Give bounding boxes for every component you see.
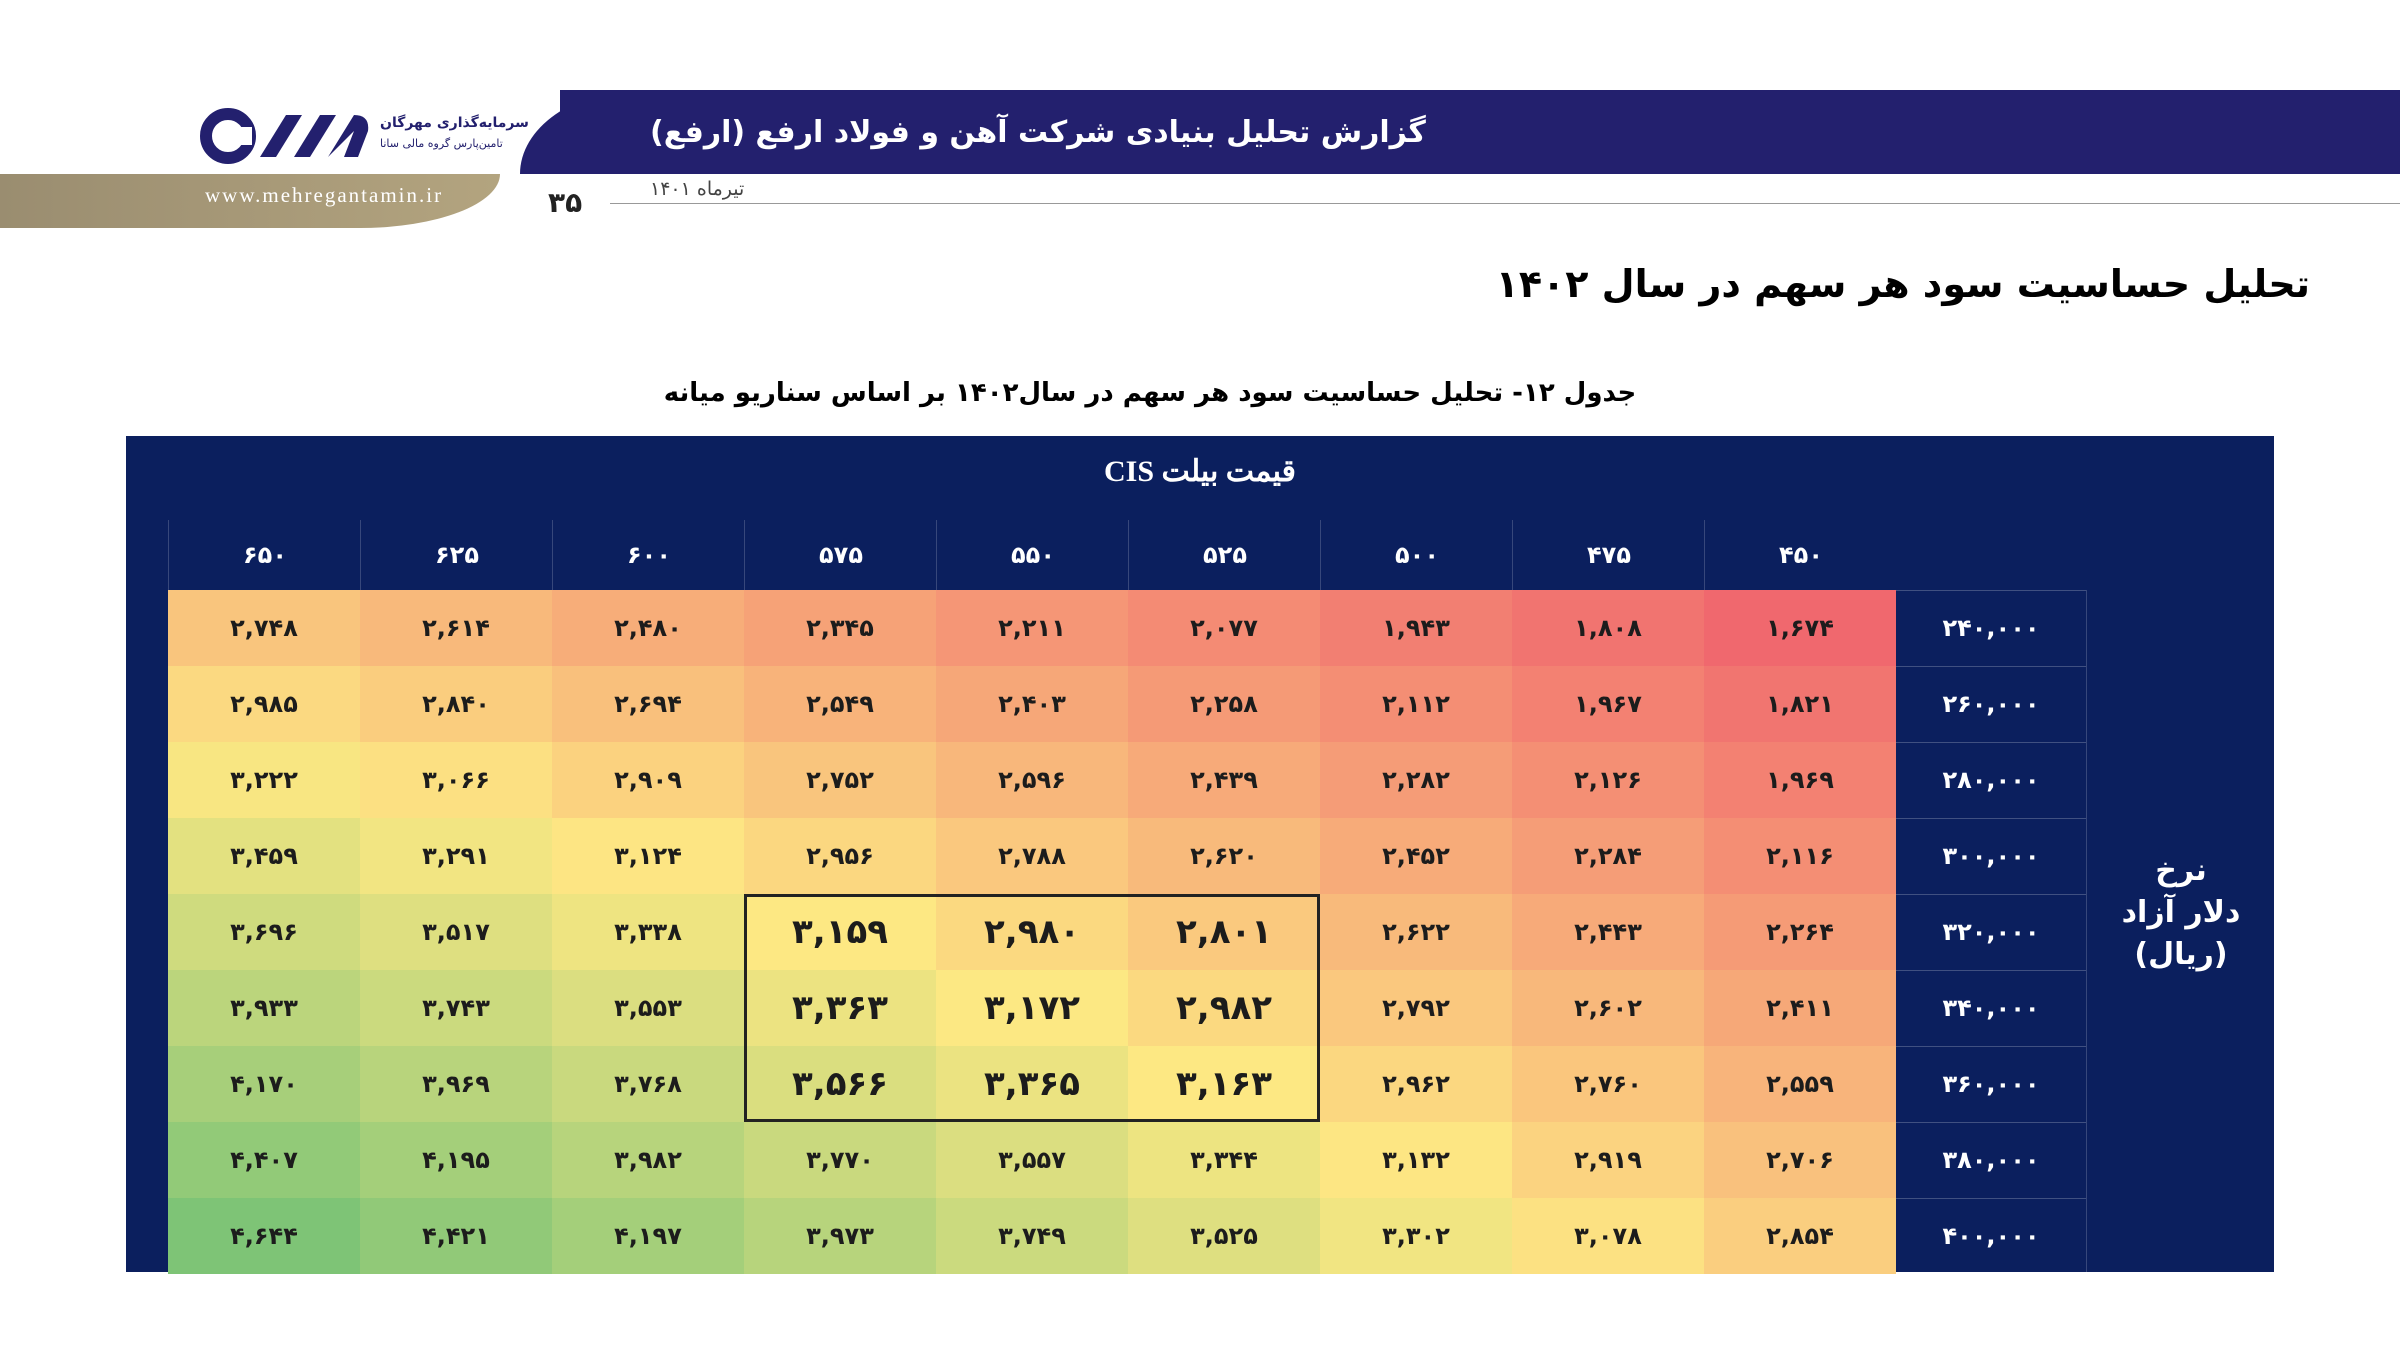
table-cell: ۳,۰۷۸ [1512,1198,1704,1274]
table-cell: ۳,۳۴۴ [1128,1122,1320,1198]
highlighted-cell: ۳,۳۶۵ [936,1046,1128,1122]
table-cell: ۳,۱۳۲ [1320,1122,1512,1198]
highlighted-cell: ۳,۱۶۳ [1128,1046,1320,1122]
table-cell: ۴,۴۰۷ [168,1122,360,1198]
column-header: ۵۲۵ [1128,520,1321,590]
table-cell: ۲,۱۱۲ [1320,666,1512,742]
table-cell: ۲,۲۱۱ [936,590,1128,666]
table-cell: ۲,۷۶۰ [1512,1046,1704,1122]
highlighted-cell: ۲,۸۰۱ [1128,894,1320,970]
table-cell: ۳,۵۵۳ [552,970,744,1046]
column-header: ۴۵۰ [1704,520,1897,590]
table-cell: ۲,۴۸۰ [552,590,744,666]
table-cell: ۲,۵۵۹ [1704,1046,1896,1122]
table-cell: ۲,۷۸۸ [936,818,1128,894]
company-logo [198,105,538,167]
table-cell: ۲,۹۶۲ [1320,1046,1512,1122]
table-cell: ۲,۹۱۹ [1512,1122,1704,1198]
row-group-label [2086,590,2275,1272]
table-cell: ۱,۸۲۱ [1704,666,1896,742]
table-cell: ۲,۶۰۲ [1512,970,1704,1046]
column-header: ۴۷۵ [1512,520,1705,590]
column-header: ۶۲۵ [360,520,553,590]
table-cell: ۴,۱۹۷ [552,1198,744,1274]
table-cell: ۳,۰۶۶ [360,742,552,818]
table-cell: ۲,۸۴۰ [360,666,552,742]
table-cell: ۲,۷۵۲ [744,742,936,818]
table-cell: ۲,۲۵۸ [1128,666,1320,742]
header-divider [610,203,2400,204]
table-cell: ۲,۴۰۳ [936,666,1128,742]
column-header: ۶۰۰ [552,520,745,590]
table-cell: ۳,۶۹۶ [168,894,360,970]
column-header: ۶۵۰ [168,520,361,590]
logo-name: سرمایه‌گذاری مهرگان [380,115,529,131]
table-cell: ۲,۷۴۸ [168,590,360,666]
row-header: ۲۶۰,۰۰۰ [1896,666,2086,741]
highlighted-cell: ۲,۹۸۰ [936,894,1128,970]
row-header: ۲۴۰,۰۰۰ [1896,590,2086,665]
table-cell: ۴,۱۷۰ [168,1046,360,1122]
table-cell: ۲,۶۲۲ [1320,894,1512,970]
row-header: ۳۲۰,۰۰۰ [1896,894,2086,969]
table-cell: ۲,۴۳۹ [1128,742,1320,818]
table-cell: ۲,۲۸۴ [1512,818,1704,894]
table-cell: ۲,۹۸۵ [168,666,360,742]
row-group-title [2087,850,2275,976]
table-cell: ۳,۷۶۸ [552,1046,744,1122]
table-cell: ۳,۵۵۷ [936,1122,1128,1198]
table-cell: ۳,۷۷۰ [744,1122,936,1198]
table-cell: ۳,۳۳۸ [552,894,744,970]
table-cell: ۲,۶۱۴ [360,590,552,666]
column-header: ۵۵۰ [936,520,1129,590]
table-cell: ۲,۵۹۶ [936,742,1128,818]
table-cell: ۱,۹۶۷ [1512,666,1704,742]
column-header: ۵۰۰ [1320,520,1513,590]
table-cell: ۲,۱۱۶ [1704,818,1896,894]
row-header: ۳۸۰,۰۰۰ [1896,1122,2086,1197]
report-title: گزارش تحلیل بنیادی شرکت آهن و فولاد ارفع (ارفع) [650,115,1426,150]
table-cell: ۳,۴۵۹ [168,818,360,894]
section-title: تحلیل حساسیت سود هر سهم در سال ۱۴۰۲ [1495,262,2310,306]
row-group-title-line: نرخ [2155,853,2207,888]
highlighted-cell: ۳,۱۵۹ [744,894,936,970]
table-cell: ۱,۸۰۸ [1512,590,1704,666]
table-cell: ۲,۴۴۳ [1512,894,1704,970]
row-group-title-line: (ریال) [2134,937,2228,972]
table-cell: ۲,۳۴۵ [744,590,936,666]
table-caption: جدول ۱۲- تحلیل حساسیت سود هر سهم در سال۱۴۰۲ بر اساس سناریو میانه [663,378,1637,408]
table-cell: ۲,۰۷۷ [1128,590,1320,666]
row-header: ۴۰۰,۰۰۰ [1896,1198,2086,1273]
row-header: ۳۰۰,۰۰۰ [1896,818,2086,893]
table-cell: ۳,۷۴۹ [936,1198,1128,1274]
table-cell: ۲,۹۵۶ [744,818,936,894]
table-cell: ۱,۹۴۳ [1320,590,1512,666]
row-header: ۳۴۰,۰۰۰ [1896,970,2086,1045]
column-header: ۵۷۵ [744,520,937,590]
table-cell: ۳,۹۷۳ [744,1198,936,1274]
table-cell: ۲,۶۲۰ [1128,818,1320,894]
table-cell: ۲,۴۱۱ [1704,970,1896,1046]
sensitivity-table [126,436,2274,1272]
highlighted-cell: ۲,۹۸۲ [1128,970,1320,1046]
table-cell: ۲,۷۹۲ [1320,970,1512,1046]
table-cell: ۳,۳۰۲ [1320,1198,1512,1274]
table-cell: ۳,۹۳۳ [168,970,360,1046]
column-group-title: قیمت بیلت CIS [1103,455,1297,488]
table-cell: ۲,۴۵۲ [1320,818,1512,894]
table-cell: ۴,۶۴۴ [168,1198,360,1274]
table-cell: ۳,۲۲۲ [168,742,360,818]
table-cell: ۳,۱۲۴ [552,818,744,894]
table-cell: ۱,۹۶۹ [1704,742,1896,818]
table-cell: ۲,۱۲۶ [1512,742,1704,818]
highlighted-cell: ۳,۳۶۳ [744,970,936,1046]
report-date: تیرماه ۱۴۰۱ [650,178,745,200]
table-cell: ۴,۴۲۱ [360,1198,552,1274]
table-cell: ۳,۵۲۵ [1128,1198,1320,1274]
page-number: ۳۵ [548,186,583,219]
table-cell: ۲,۸۵۴ [1704,1198,1896,1274]
table-cell: ۲,۲۸۲ [1320,742,1512,818]
table-cell: ۳,۵۱۷ [360,894,552,970]
table-cell: ۳,۹۶۹ [360,1046,552,1122]
table-cell: ۲,۲۶۴ [1704,894,1896,970]
table-cell: ۲,۷۰۶ [1704,1122,1896,1198]
table-cell: ۳,۹۸۲ [552,1122,744,1198]
row-header: ۳۶۰,۰۰۰ [1896,1046,2086,1121]
table-cell: ۴,۱۹۵ [360,1122,552,1198]
highlighted-cell: ۳,۵۶۶ [744,1046,936,1122]
table-cell: ۲,۵۴۹ [744,666,936,742]
table-cell: ۱,۶۷۴ [1704,590,1896,666]
row-group-title-line: دلار آزاد [2121,895,2241,930]
table-cell: ۳,۷۴۳ [360,970,552,1046]
website-link[interactable]: www.mehregantamin.ir [205,183,444,207]
row-header: ۲۸۰,۰۰۰ [1896,742,2086,817]
table-cell: ۲,۹۰۹ [552,742,744,818]
logo-mark-icon [198,105,378,167]
table-cell: ۲,۶۹۴ [552,666,744,742]
logo-subtitle: تامین‌پارس گروه مالی سانا [380,137,503,150]
highlighted-cell: ۳,۱۷۲ [936,970,1128,1046]
table-cell: ۳,۲۹۱ [360,818,552,894]
